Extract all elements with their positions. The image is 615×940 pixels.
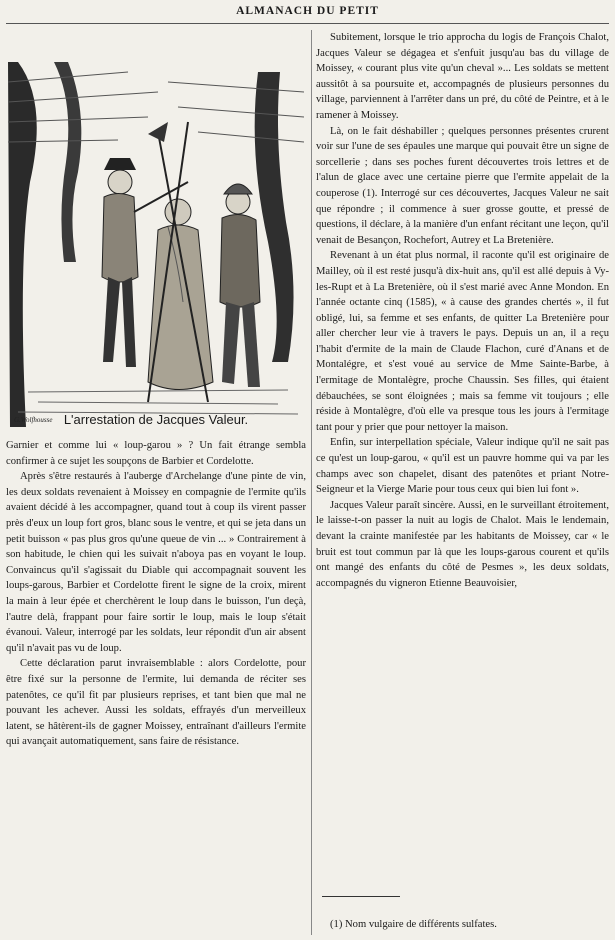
right-paragraph: Revenant à un état plus normal, il raconte qu'il est originaire de Mailley, où il est resté jusqu'à dix-huit ans, qu'il est allé depuis à Vy-les-Rupt et à La Bretenière, où il s'est marié avec Anne Mondon. En l'année octante cinq (1585), « à cause des grandes chertés », il fut obligé, lui, sa femme et ses enfants, de quitter La Bretenière pour aller chercher leur vie à travers le pays. Depuis un an, il a reçu l'habit d'ermite de la main de Claude Flachon, curé d'Anans et de Montalégre, et s'est voué au service de Mme Sainte-Barbe, à l'ermitage de Montalègre, proche Chaussin. Ses filles, qui étaient débauchées, se sont éloignées ; mais sa femme vit toujours ; elle réside à Montalègre, d'où elle va presque tous les jours à l'ermitage tant pour y prier que pour nettoyer la maison. — [316, 250, 609, 433]
right-paragraph: Subitement, lorsque le trio approcha du logis de François Chalot, Jacques Valeur se dégagea et s'enfuit jusqu'au bas du village de Moissey, « courant plus vite qu'un cheval »... Les soldats se mettent aussitôt à sa poursuite et, accompagnés de plusieurs personnes du village, parviennent à l'arrêter dans un pré, du côté de Peintre, et à le ramener à Moissey. — [316, 32, 609, 121]
left-column — [6, 30, 306, 935]
left-body-text — [6, 438, 306, 750]
right-body-text — [316, 30, 609, 591]
right-column — [316, 30, 609, 935]
left-paragraph: Garnier et comme lui « loup-garou » ? Un fait étrange sembla confirmer à ce sujet les soupçons de Barbier et Cordelotte. — [6, 440, 306, 467]
footnote: (1) Nom vulgaire de différents sulfates. — [330, 919, 497, 930]
footnote-rule — [322, 896, 400, 897]
left-paragraph: Cette déclaration parut invraisemblable : alors Cordelotte, pour être fixé sur la personne de l'ermite, lui demanda de réciter ses patenôtes, ce qu'il fit par plusieurs reprises, et tant bien que mal ne pouvant les achever. Aussi les soldats, effrayés d'un merveilleux latent, se hâtèrent-ils de gagner Moissey, entraînant d'ailleurs l'ermite qui avançait automatiquement, sans faire de résistance. — [6, 658, 306, 748]
illustration-caption: L'arrestation de Jacques Valeur. — [63, 412, 249, 427]
left-paragraph: Après s'être restaurés à l'auberge d'Archelange d'une pinte de vin, les deux soldats revenaient à Moissey en compagnie de l'ermite qu'ils avaient décidé à les accompagner, quand tout à coup ils virent passer près d'eux un loup fort gros, blanc sous le ventre, et qui se jeta dans un petit buisson « pas plus gros qu'une queue de vin ... » Contrairement à son habitude, le chien qui les suivait n'aboya pas en voyant le loup. Convaincus qu'il s'agissait du Diable qui accompagnait souvent les loups-garous, Barbier et Cordelotte firent le signe de la croix, mirent la main à leur épée et cherchèrent le loup dans le buisson, l'un deçà, l'autre delà, frappant pour faire sortir le loup, mais le loup s'était évanoui. Valeur, interrogé par les soldats, leur répondit d'un air absent qu'il n'avait pas vu de loup. — [6, 471, 306, 654]
right-paragraph: Jacques Valeur paraît sincère. Aussi, en le surveillant étroitement, le laisse-t-on passer la nuit au logis de Chalot. Mais le lendemain, devant la crainte manifestée par les habitants de Moissey, car « le bruit est tout commun par là que les loups-garous courent et qu'ils ont mangé des enfants du côté de Pesmes », les deux soldats, accompagnés du vigneron Etienne Beauvoisier, — [316, 499, 609, 589]
right-paragraph: Là, on le fait déshabiller ; quelques personnes présentes crurent voir sur l'une de ses épaules une marque qui pouvait être un signe de sorcellerie ; dans ses poches furent découvertes trois lettres et de l'alun de glace avec une certaine pierre que l'ermite appelait de la couperose (1). Interrogé sur ces découvertes, Jacques Valeur ne sait que répondre ; il commence à suer grosse goutte, et pressé de questions, il déclare, à la manière d'un enfant récitant une leçon, qu'il venait de Besançon, Rochefort, Autrey et La Bretenière. — [316, 125, 609, 246]
header-rule — [6, 23, 609, 24]
right-paragraph: Enfin, sur interpellation spéciale, Valeur indique qu'il ne sait pas ce qu'est un loup-garou, « qu'il est un pauvre homme qui va par les champs avec son chapelet, disant des patenôtes et priant Notre-Seigneur et la Vierge Marie pour tous ceux qui bien lui font ». — [316, 437, 609, 496]
almanac-header: ALMANACH DU PETIT — [236, 5, 379, 17]
artist-signature: G.Wolfhousse — [14, 416, 53, 424]
arrest-illustration — [8, 62, 304, 427]
column-divider — [311, 30, 312, 935]
